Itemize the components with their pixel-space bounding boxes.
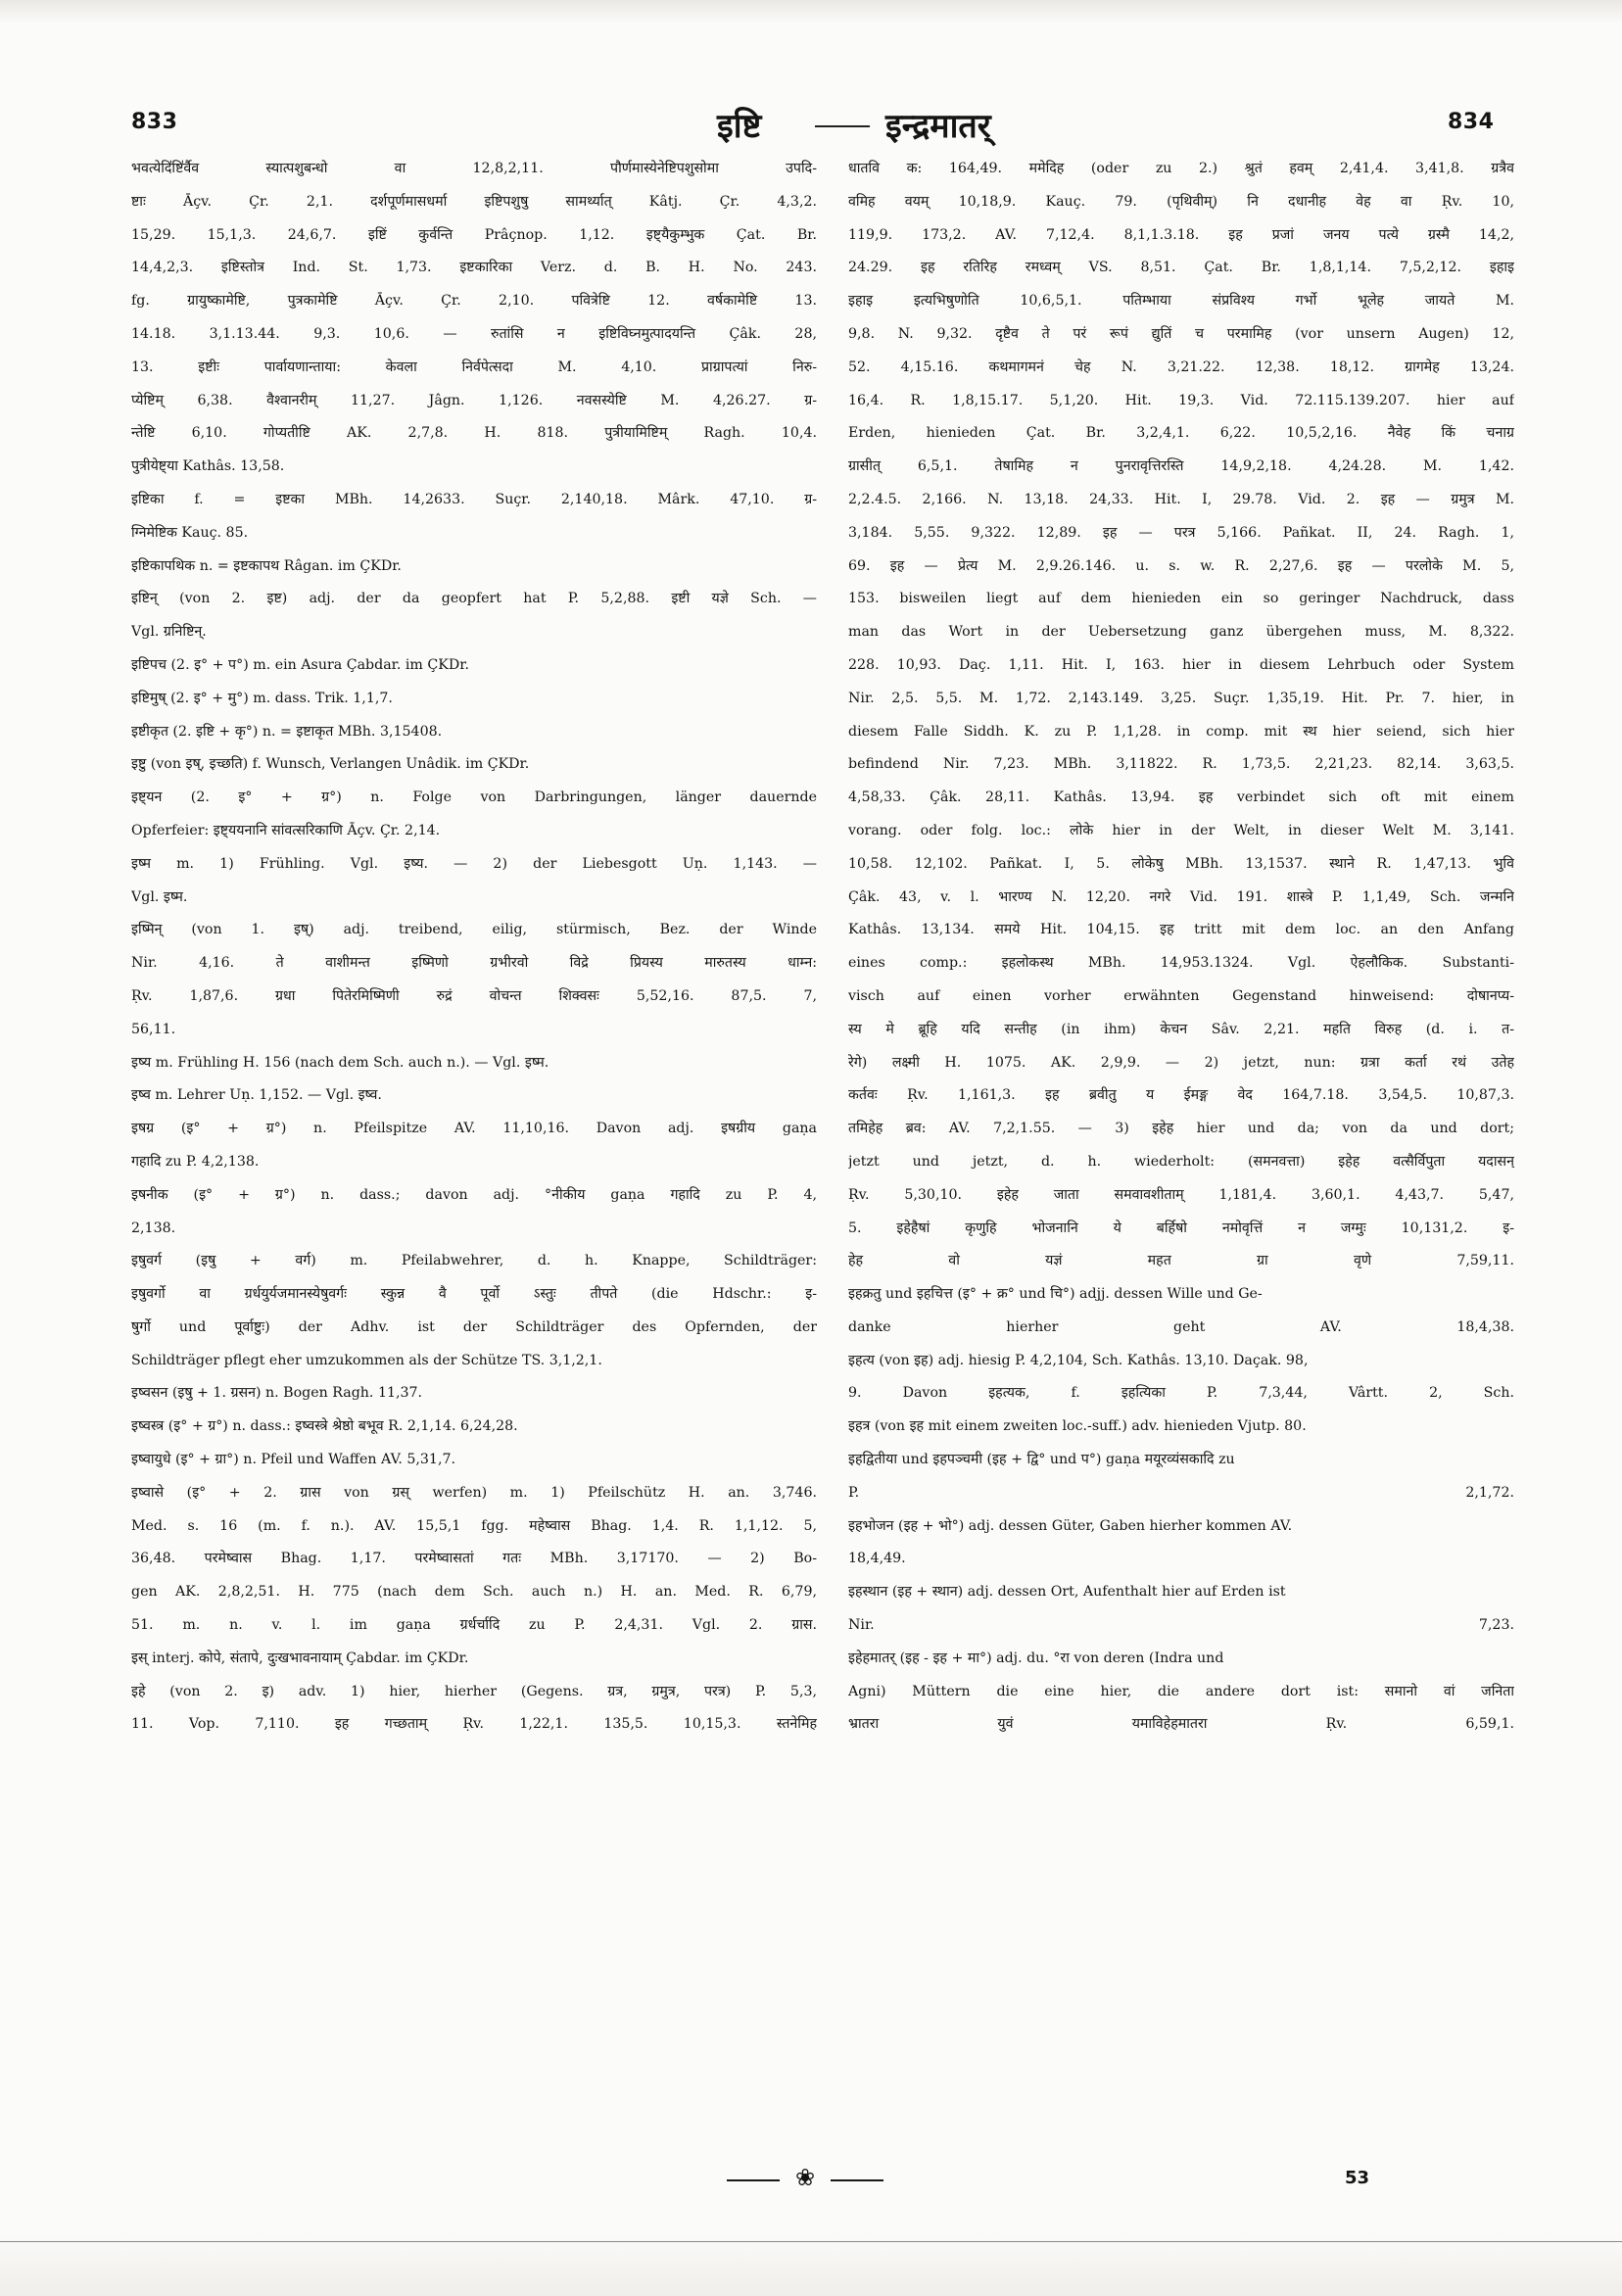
text-line: इष्वासे (इ° + 2. ग्रास von ग्रस् werfen) m. 1) Pfeilschütz H. an. 3,746. (131, 1484, 817, 1501)
text-line: इष्म m. 1) Frühling. Vgl. इष्य. — 2) der Liebesgott Uṇ. 1,143. — (131, 855, 817, 872)
text-line: Vgl. इष्म. (131, 888, 188, 905)
text-line: 13. इष्टीः पार्वायणान्ताया: केवला निर्वपेत्सदा M. 4,10. प्राग्रापत्यां निरु- (131, 359, 817, 375)
text-line: 51. m. n. v. l. im gaṇa ग्रर्धर्चादि zu P. 2,4,31. Vgl. 2. ग्रास. (131, 1617, 817, 1634)
text-line: 14.18. 3,1.13.44. 9,3. 10,6. — रुतांसि न इष्टिविघ्नमुत्पादयन्ति Çâk. 28, (131, 325, 817, 342)
left-column (131, 153, 817, 1742)
text-line: 9. Davon इहत्यक, f. इहत्यिका P. 7,3,44, Vârtt. 2, Sch. (848, 1385, 1514, 1402)
text-line: Kathâs. 13,134. समये Hit. 104,15. इह tritt mit dem loc. an den Anfang (848, 922, 1514, 938)
text-line: Schildträger pflegt eher umzukommen als der Schütze TS. 3,1,2,1. (131, 1352, 602, 1368)
text-line: इहे (von 2. इ) adv. 1) hier, hierher (Gegens. ग्रत्र, ग्रमुत्र, परत्र) P. 5,3, (131, 1683, 817, 1699)
text-line: प्येष्टिम् 6,38. वैश्वानरीम् 11,27. Jâgn. 1,126. नवसस्येष्टि M. 4,26.27. ग्र- (131, 392, 817, 408)
text-line: भ्रातरा युवं यमाविहेहमातरा Ṛv. 6,59,1. (848, 1716, 1514, 1733)
text-line: danke hierher geht AV. 18,4,38. (848, 1318, 1514, 1335)
text-line: Nir. 7,23. (848, 1617, 1514, 1634)
page-number-right: 834 (1448, 110, 1495, 134)
text-line: इस् interj. कोपे, संतापे, दुःखभावनायाम् Çabdar. im ÇKDr. (131, 1650, 469, 1666)
text-line: Ṛv. 1,87,6. ग्रधा पितेरमिष्मिणी रुद्रं वोचन्त शिक्वसः 5,52,16. 87,5. 7, (131, 987, 817, 1004)
text-line: Nir. 2,5. 5,5. M. 1,72. 2,143.149. 3,25. Suçr. 1,35,19. Hit. Pr. 7. hier, in (848, 690, 1514, 706)
text-line: इहद्वितीया und इहपञ्चमी (इह + द्वि° und प°) gaṇa मयूरव्यंसकादि zu (848, 1452, 1235, 1468)
text-line: इष्वसन (इषु + 1. ग्रसन) n. Bogen Ragh. 11,37. (131, 1385, 423, 1402)
text-line: P. 2,1,72. (848, 1484, 1514, 1501)
running-head-left: इष्टि (717, 107, 762, 146)
text-line: 10,58. 12,102. Pañkat. I, 5. लोकेषु MBh. 13,1537. स्थाने R. 1,47,13. भुवि (848, 855, 1514, 872)
text-line: 16,4. R. 1,8,15.17. 5,1,20. Hit. 19,3. Vid. 72.115.139.207. hier auf (848, 392, 1514, 408)
text-line: इहस्थान (इह + स्थान) adj. dessen Ort, Aufenthalt hier auf Erden ist (848, 1584, 1286, 1601)
text-line: 4,58,33. Çâk. 28,11. Kathâs. 13,94. इह verbindet sich oft mit einem (848, 789, 1514, 806)
text-line: 18,4,49. (848, 1551, 906, 1567)
text-line: Agni) Müttern die eine hier, die andere dort ist: समानो वां जनिता (848, 1683, 1514, 1699)
ornament-rule-left (727, 2179, 780, 2181)
text-line: इष्व m. Lehrer Uṇ. 1,152. — Vgl. इष्व. (131, 1087, 382, 1104)
text-line: इषनीक (इ° + ग्र°) n. dass.; davon adj. °नीकीय gaṇa गहादि zu P. 4, (131, 1186, 817, 1203)
text-line: इष्टिकापथिक n. = इष्टकापथ Râgan. im ÇKDr. (131, 557, 402, 574)
text-line: 5. इहेहैषां कृणुहि भोजनानि ये बर्हिषो नमोवृत्तिं न जग्मुः 10,131,2. इ- (848, 1220, 1514, 1236)
text-line: gen AK. 2,8,2,51. H. 775 (nach dem Sch. auch n.) H. an. Med. R. 6,79, (131, 1584, 817, 1601)
text-line: jetzt und jetzt, d. h. wiederholt: (समनवत्ता) इहेह वत्सैर्विपुता यदासन् (848, 1153, 1514, 1170)
text-line: 56,11. (131, 1021, 176, 1037)
text-line: 52. 4,15.16. कथमागमनं चेह N. 3,21.22. 12,38. 18,12. ग्रागमेह 13,24. (848, 359, 1514, 375)
text-line: 2,2.4.5. 2,166. N. 13,18. 24,33. Hit. I, 29.78. Vid. 2. इह — ग्रमुत्र M. (848, 491, 1514, 507)
text-line: रेगे) लक्ष्मी H. 1075. AK. 2,9,9. — 2) jetzt, nun: ग्रत्रा कर्ता रथं उतेह (848, 1054, 1514, 1071)
text-line: तमिहेह ब्रव: AV. 7,2,1.55. — 3) इहेह hier und da; von da und dort; (848, 1121, 1514, 1137)
text-line: Nir. 4,16. ते वाशीमन्त इष्मिणो ग्रभीरवो विद्रे प्रियस्य मारुतस्य धाम्न: (131, 955, 817, 972)
text-line: Med. s. 16 (m. f. n.). AV. 15,5,1 fgg. महेष्वास Bhag. 1,4. R. 1,1,12. 5, (131, 1517, 817, 1534)
text-line: Erden, hienieden Çat. Br. 3,2,4,1. 6,22. 10,5,2,16. नैवेह किं चनाग्र (848, 425, 1514, 442)
signature-mark: 53 (1345, 2168, 1370, 2188)
text-line: Çâk. 43, v. l. भारण्य N. 12,20. नगरे Vid. 191. शास्त्रे P. 1,1,49, Sch. जन्मनि (848, 888, 1514, 905)
text-line: धातवि क: 164,49. ममेदिह (oder zu 2.) श्रुतं हवम् 2,41,4. 3,41,8. ग्रत्रैव (848, 161, 1514, 176)
text-line: 69. इह — प्रेत्य M. 2,9.26.146. u. s. w. R. 2,27,6. इह — परलोके M. 5, (848, 557, 1514, 574)
text-line: ग्रासीत् 6,5,1. तेषामिह न पुनरावृत्तिरस्ति 14,9,2,18. 4,24.28. M. 1,42. (848, 458, 1514, 475)
page-number-left: 833 (131, 110, 178, 134)
text-line: इहक्रतु und इहचित्त (इ° + क्र° und चि°) adjj. dessen Wille und Ge- (848, 1286, 1263, 1303)
text-line: पुत्रीयेष्ट्या Kathâs. 13,58. (131, 458, 285, 475)
text-line: न्तेष्टि 6,10. गोप्यतीष्टि AK. 2,7,8. H. 818. पुत्रीयामिष्टिम् Ragh. 10,4. (131, 425, 817, 442)
text-line: 153. bisweilen liegt auf dem hienieden ein so geringer Nachdruck, dass (848, 591, 1514, 607)
text-line: इषुवर्ग (इषु + वर्ग) m. Pfeilabwehrer, d. h. Knappe, Schildträger: (131, 1253, 817, 1269)
text-line: कर्तवः Ṛv. 1,161,3. इह ब्रवीतु य ईमङ्ग वेद 164,7.18. 3,54,5. 10,87,3. (848, 1087, 1514, 1104)
text-line: इष्टु (von इष्, इच्छति) f. Wunsch, Verlangen Unâdik. im ÇKDr. (131, 756, 530, 773)
ornament-rule-right (831, 2179, 883, 2181)
text-line: इष्टिमुष् (2. इ° + मु°) m. dass. Trik. 1,1,7. (131, 690, 393, 706)
text-line: गहादि zu P. 4,2,138. (131, 1153, 260, 1170)
text-line: भवत्येदि॑ष्टि॑र्वैव स्यात्पशुबन्धो वा 12,8,2,11. पौर्णमास्येनेष्टिपशुसोमा उपदि- (131, 161, 817, 176)
text-line: इहभोजन (इह + भो°) adj. dessen Güter, Gaben hierher kommen AV. (848, 1517, 1293, 1534)
text-line: षुर्गो und पूर्वाष्टुः) der Adhv. ist der Schildträger des Opfernden, der (131, 1318, 817, 1335)
ornament-flower-icon: ❀ (794, 2164, 816, 2191)
text-line: हेह वो यज्ञं महत ग्रा वृणे 7,59,11. (848, 1253, 1514, 1269)
text-line: 228. 10,93. Daç. 1,11. Hit. I, 163. hier in diesem Lehrbuch oder System (848, 656, 1514, 673)
text-line: इहत्य (von इह) adj. hiesig P. 4,2,104, Sch. Kathâs. 13,10. Daçak. 98, (848, 1352, 1309, 1368)
text-line: 2,138. (131, 1220, 176, 1236)
text-line: 3,184. 5,55. 9,322. 12,89. इह — परत्र 5,166. Pañkat. II, 24. Ragh. 1, (848, 524, 1514, 541)
text-line: इष्टिपच (2. इ° + प°) m. ein Asura Çabdar. im ÇKDr. (131, 656, 469, 673)
text-line: befindend Nir. 7,23. MBh. 3,11822. R. 1,73,5. 2,21,23. 82,14. 3,63,5. (848, 756, 1514, 773)
text-line: Opferfeier: इष्ट्ययनानि सांवत्सरिकाणि Āçv. Çr. 2,14. (131, 822, 441, 838)
text-line: 14,4,2,3. इष्टिस्तोत्र Ind. St. 1,73. इष्टकारिका Verz. d. B. H. No. 243. (131, 260, 817, 276)
text-line: इहेहमातर् (इह - इह + मा°) adj. du. °रा von deren (Indra und (848, 1650, 1224, 1666)
end-ornament (727, 2164, 883, 2194)
text-line: 24.29. इह रतिरिह रमध्वम् VS. 8,51. Çat. Br. 1,8,1,14. 7,5,2,12. इहाइ (848, 260, 1514, 276)
text-line: 11. Vop. 7,110. इह गच्छताम् Ṛv. 1,22,1. 135,5. 10,15,3. स्तनेमिह (131, 1716, 817, 1733)
text-line: इष्य m. Frühling H. 156 (nach dem Sch. auch n.). — Vgl. इष्म. (131, 1054, 549, 1071)
text-line: ग्निमेष्टिक Kauç. 85. (131, 524, 249, 541)
text-line: इष्वस्त्र (इ° + ग्र°) n. dass.: इष्वस्त्रे श्रेष्ठो बभूव R. 2,1,14. 6,24,28. (131, 1418, 518, 1435)
text-line: vorang. oder folg. loc.: लोके hier in der Welt, in dieser Welt M. 3,141. (848, 822, 1514, 838)
running-head-right: इन्द्रमातर् (885, 107, 991, 146)
text-line: 15,29. 15,1,3. 24,6,7. इष्टिं कुर्वन्ति Prâçnop. 1,12. इष्ट्यैकुम्भुक Çat. Br. (131, 226, 817, 243)
text-line: इष्टिन् (von 2. इष्ट) adj. der da geopfert hat P. 5,2,88. इष्टी यज्ञे Sch. — (131, 591, 817, 607)
scan-edge-top (0, 0, 1622, 24)
text-line: इहत्र (von इह mit einem zweiten loc.-suff.) adv. hienieden Vjutp. 80. (848, 1418, 1307, 1435)
text-line: fg. ग्रायुष्कामेष्टि, पुत्रकामेष्टि Āçv. Çr. 2,10. पवित्रेष्टि 12. वर्षकामेष्टि 13. (131, 293, 817, 310)
text-line: Vgl. ग्रनिष्टिन्. (131, 624, 207, 641)
text-line: इष्वायुधे (इ° + ग्रा°) n. Pfeil und Waffen AV. 5,31,7. (131, 1452, 455, 1468)
right-column (848, 153, 1514, 1742)
scan-bottom-rule (0, 2241, 1622, 2242)
text-line: ष्टाः Āçv. Çr. 2,1. दर्शपूर्णमासधर्मा इष्टिपशुषु सामर्थ्यात् Kâtj. Çr. 4,3,2. (131, 193, 817, 210)
text-line: इष्टिका f. = इष्टका MBh. 14,2633. Suçr. 2,140,18. Mârk. 47,10. ग्र- (131, 491, 817, 507)
text-line: वमिह वयम् 10,18,9. Kauç. 79. (पृथिवीम्) नि दधानीह वेह वा Ṛv. 10, (848, 193, 1514, 210)
text-line: इषुवर्गो वा ग्रर्धयुर्यजमानस्येषुवर्गः स्कुन्न वै पूर्वो ऽस्तुः तीपते (die Hdschr.: इ- (131, 1286, 817, 1303)
text-line: 119,9. 173,2. AV. 7,12,4. 8,1,1.3.18. इह प्रजां जनय पत्ये ग्रस्मै 14,2, (848, 226, 1514, 243)
text-line: इहाइ इत्यभिषुणोति 10,6,5,1. पतिम्भाया संप्रविश्य गर्भो भूलेह जायते M. (848, 293, 1514, 310)
text-line: eines comp.: इहलोकस्थ MBh. 14,953.1324. Vgl. ऐहलौकिक. Substanti- (848, 955, 1514, 972)
text-line: स्य मे ब्रूहि यदि सन्तीह (in ihm) केचन Sâv. 2,21. महति विरुह (d. i. त- (848, 1021, 1514, 1037)
text-line: इष्ट्यन (2. इ° + ग्र°) n. Folge von Darbringungen, länger dauernde (131, 789, 817, 806)
text-line: इष्मिन् (von 1. इष्) adj. treibend, eilig, stürmisch, Bez. der Winde (131, 922, 817, 938)
text-line: 9,8. N. 9,32. दृष्टैव ते परं रूपं द्युतिं च परमामिह (vor unsern Augen) 12, (848, 325, 1514, 342)
text-line: visch auf einen vorher erwähnten Gegenstand hinweisend: दोषानप्य- (848, 987, 1514, 1004)
text-line: man das Wort in der Uebersetzung ganz übergehen muss, M. 8,322. (848, 624, 1514, 641)
text-line: इष्टीकृत (2. इष्टि + कृ°) n. = इष्टाकृत MBh. 3,15408. (131, 723, 443, 740)
running-head-dash (815, 125, 870, 127)
text-line: diesem Falle Siddh. K. zu P. 1,1,28. in comp. mit स्थ hier seiend, sich hier (848, 723, 1514, 740)
text-line: 36,48. परमेष्वास Bhag. 1,17. परमेष्वासतां गतः MBh. 3,17170. — 2) Bo- (131, 1551, 817, 1567)
text-line: Ṛv. 5,30,10. इहेह जाता समवावशीताम् 1,181,4. 3,60,1. 4,43,7. 5,47, (848, 1186, 1514, 1203)
text-line: इषग्र (इ° + ग्र°) n. Pfeilspitze AV. 11,10,16. Davon adj. इषग्रीय gaṇa (131, 1121, 817, 1137)
